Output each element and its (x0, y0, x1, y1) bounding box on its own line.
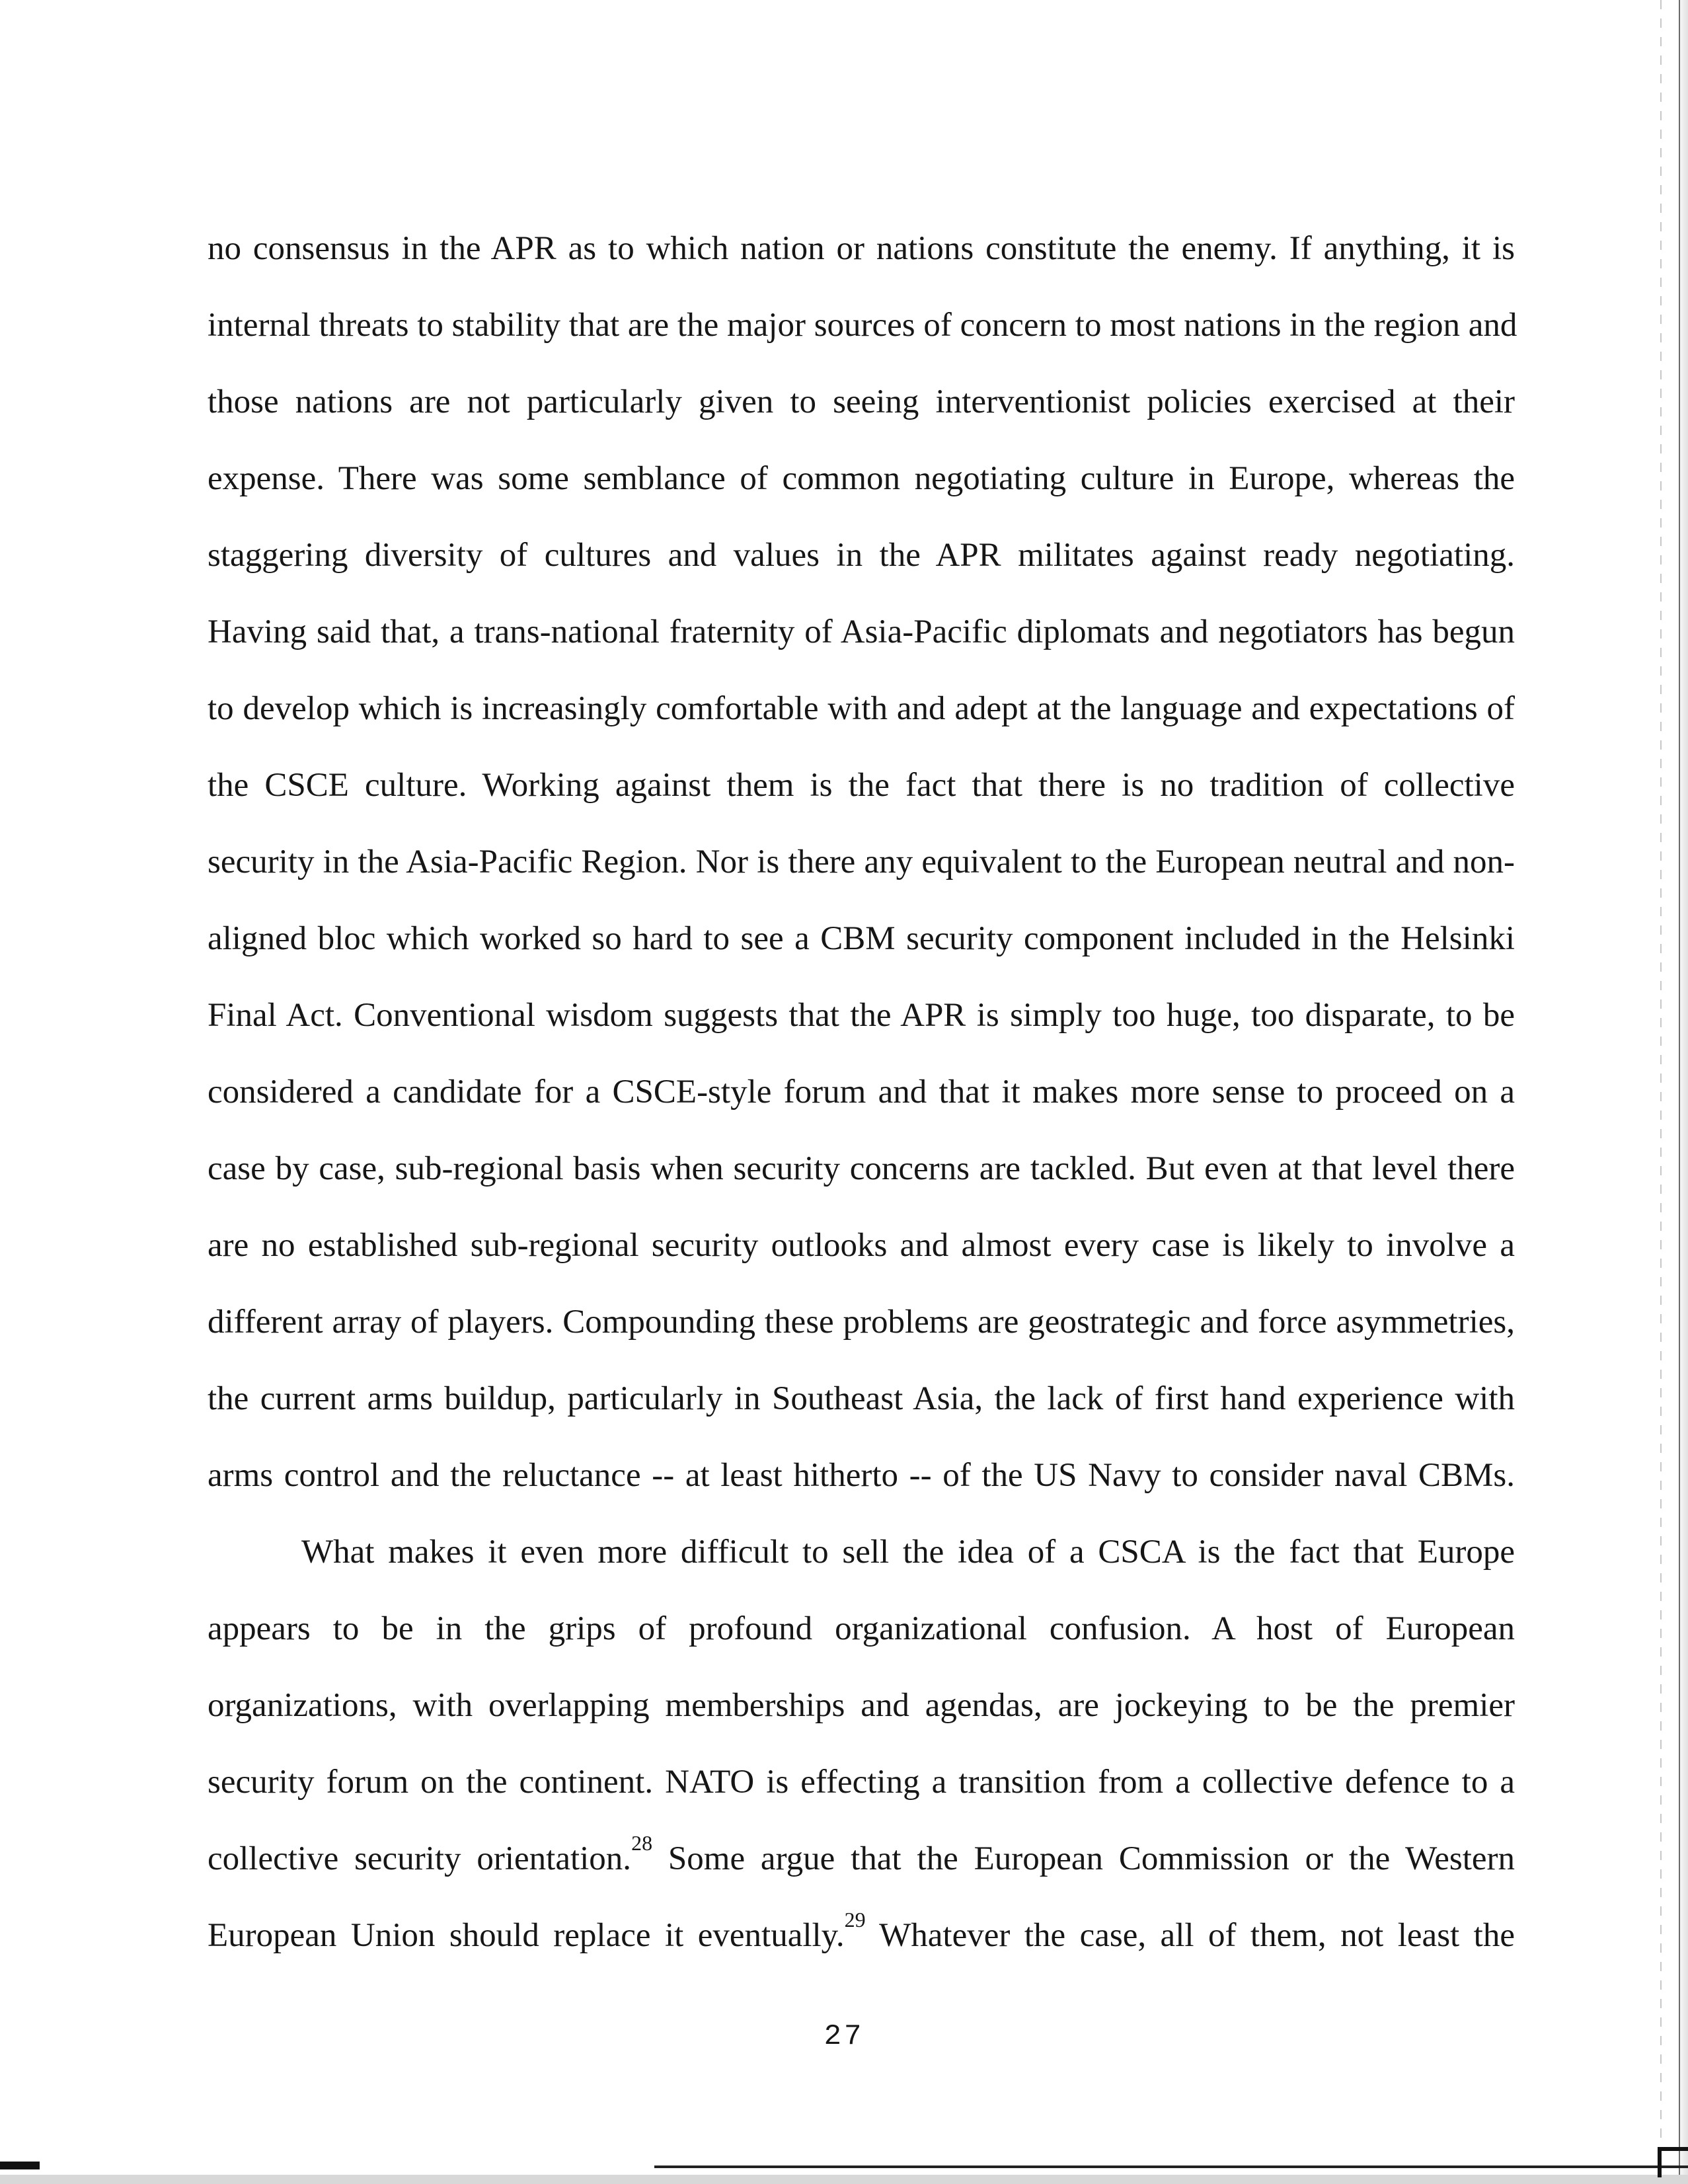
text-line: case by case, sub-regional basis when security concerns are tackled. But even at that level there (208, 1150, 1515, 1187)
scan-corner-bottom-right (1658, 2147, 1688, 2177)
footnote-ref-29: 29 (844, 1908, 866, 1932)
scan-mark-bottom-left (0, 2162, 40, 2169)
scan-line-bottom (654, 2165, 1688, 2168)
text-line: arms control and the reluctance -- at least hitherto -- of the US Navy to consider naval CBMs. (208, 1457, 1515, 1494)
text-line: aligned bloc which worked so hard to see a CBM security component included in the Helsinki (208, 920, 1515, 957)
text-line: Having said that, a trans-national fraternity of Asia-Pacific diplomats and negotiators has begun (208, 613, 1515, 650)
text-line: appears to be in the grips of profound organizational confusion. A host of European (208, 1610, 1515, 1647)
paragraph-1 (208, 210, 1515, 1514)
text-line: are no established sub-regional security outlooks and almost every case is likely to involve a (208, 1227, 1515, 1264)
text-line: no consensus in the APR as to which nation or nations constitute the enemy. If anything, it is (208, 230, 1515, 267)
text-line: organizations, with overlapping memberships and agendas, are jockeying to be the premier (208, 1687, 1515, 1724)
text-line: to develop which is increasingly comfortable with and adept at the language and expectations of (208, 690, 1515, 727)
footnote-ref-28: 28 (631, 1831, 653, 1855)
text-line: the current arms buildup, particularly in Southeast Asia, the lack of first hand experience with (208, 1380, 1515, 1417)
text-line: security in the Asia-Pacific Region. Nor is there any equivalent to the European neutral and non- (208, 843, 1515, 880)
text-line: Final Act. Conventional wisdom suggests that the APR is simply too huge, too disparate, to be (208, 997, 1515, 1034)
page-number: 27 (824, 2020, 864, 2053)
scan-edge-right-dashes (1660, 0, 1662, 2184)
scan-edge-bottom (0, 2175, 1688, 2184)
text-line: internal threats to stability that are the major sources of concern to most nations in the region and (208, 307, 1517, 344)
text-line: different array of players. Compounding these problems are geostrategic and force asymmetries, (208, 1304, 1515, 1341)
text-line-footnote-28 (208, 1820, 1515, 1897)
text-line: staggering diversity of cultures and values in the APR militates against ready negotiating. (208, 537, 1515, 574)
text-line: What makes it even more difficult to sell the idea of a CSCA is the fact that Europe (301, 1534, 1515, 1571)
text-segment: Whatever the case, all of them, not least the (865, 1917, 1515, 1954)
paragraph-2 (208, 1514, 1515, 1974)
text-line-footnote-29 (208, 1897, 1515, 1974)
scan-edge-right (1679, 0, 1688, 2184)
text-segment: Some argue that the European Commission or the Western (652, 1840, 1515, 1877)
text-line: the CSCE culture. Working against them is the fact that there is no tradition of collective (208, 767, 1515, 804)
text-line: considered a candidate for a CSCE-style forum and that it makes more sense to proceed on a (208, 1073, 1515, 1111)
text-line: those nations are not particularly given to seeing interventionist policies exercised at their (208, 383, 1515, 420)
text-segment: collective security orientation. (208, 1840, 632, 1877)
text-line: security forum on the continent. NATO is effecting a transition from a collective defence to a (208, 1764, 1515, 1801)
text-line: expense. There was some semblance of common negotiating culture in Europe, whereas the (208, 460, 1515, 497)
text-segment: European Union should replace it eventually. (208, 1917, 845, 1954)
body-text (208, 210, 1515, 1974)
